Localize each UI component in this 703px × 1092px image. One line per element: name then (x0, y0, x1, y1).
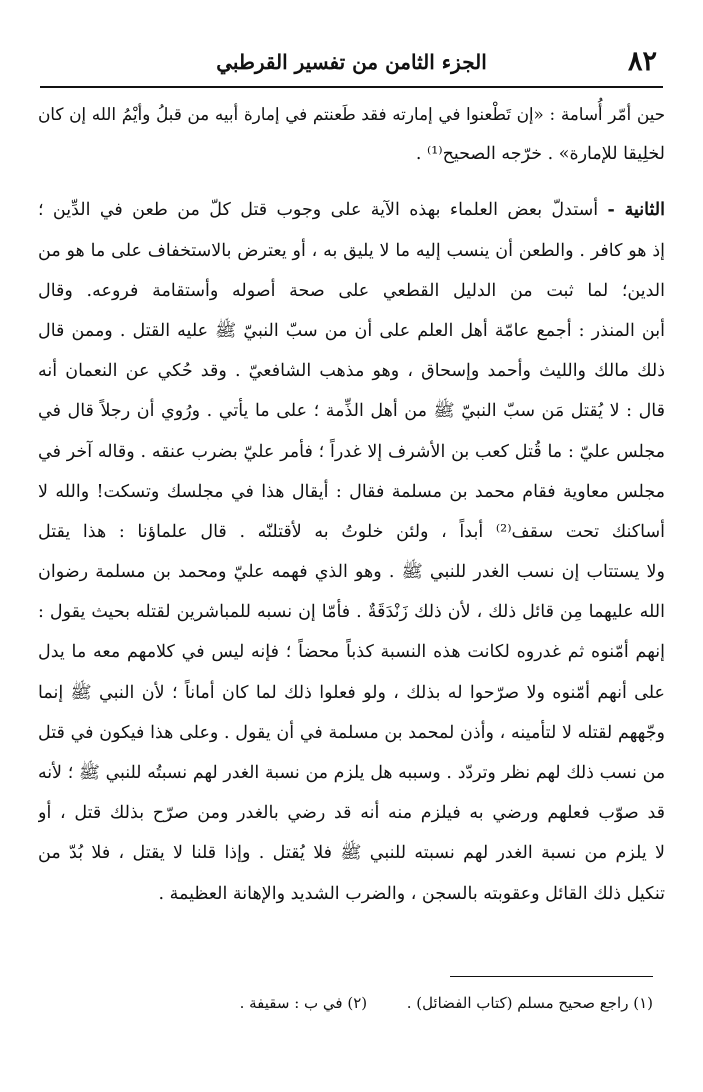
text-line: لا يلزم من نسبة الغدر لهم نسبته للنبي ﷺ فلا يُقتل . وإذا قلنا لا يقتل ، فلا بُدّ من (38, 843, 665, 864)
text-line (38, 190, 665, 230)
text-line: الدين؛ لما ثبت من الدليل القطعي على صحة أصوله وأستقامة فروعه. وقال (38, 280, 665, 301)
text-line: تنكيل ذلك القائل وعقوبته بالسجن ، والضرب الشديد والإهانة العظيمة . (158, 883, 665, 904)
text-line: مجلس معاوية فقام محمد بن مسلمة فقال : أيقال هذا في مجلسك وتسكت! والله لا (38, 481, 665, 502)
footnote-divider (450, 976, 653, 977)
main-text (38, 94, 665, 914)
text-line: ولا يستتاب إن نسب الغدر للنبي ﷺ . وهو الذي فهمه عليّ ومحمد بن مسلمة رضوان (38, 562, 665, 583)
footnote-1: (١) راجع صحيح مسلم (كتاب الفضائل) . (406, 994, 653, 1012)
page-number: ٨٢ (627, 46, 657, 77)
paragraph-gap (38, 174, 665, 190)
text-line: وجّههم لقتله لا لتأمينه ، وأذن لمحمد بن مسلمة في أن يقول . وعلى هذا فيكون في قتل (38, 722, 665, 743)
text-line: قد صوّب فعلهم ورضي به فيلزم منه أنه قد رضي بالغدر ومن صرّح بذلك قتل ، أو (38, 803, 665, 824)
text-line: الله عليهما مِن قائل ذلك ، لأن ذلك زَنْدَقَةٌ . فأمّا إن نسبه للمباشرين لقتله بحيث يقول : (38, 602, 665, 623)
text-line: أساكنك تحت سقف⁽²⁾ أبداً ، ولئن خلوتُ به لأقتلنّه . قال علماؤنا : هذا يقتل (38, 521, 665, 542)
running-title: الجزء الثامن من تفسير القرطبي (216, 50, 487, 74)
text-line: أبن المنذر : أجمع عامّة أهل العلم على أن من سبّ النبيّ ﷺ عليه القتل . وممن قال (38, 320, 665, 341)
text-line: ذلك مالك والليث وأحمد وإسحاق ، وهو مذهب الشافعيّ . وقد حُكي عن النعمان أنه (38, 361, 665, 382)
footnotes (240, 994, 653, 1012)
text-line: إنهم أمّنوه ثم غدروه لكانت هذه النسبة كذباً محضاً ؛ فإنه ليس في كلامهم معه ما يدل (38, 642, 665, 663)
text-line: من نسب ذلك لهم نظر وتردّد . وسببه هل يلزم من نسبة الغدر لهم نسبتُه للنبي ﷺ ؛ لأنه (38, 763, 665, 783)
text-line: مجلس عليّ : ما قُتل كعب بن الأشرف إلا غدراً ؛ فأمر عليّ بضرب عنقه . وقاله آخر في (38, 441, 665, 462)
text-span: أستدلّ بعض العلماء بهذه الآية على وجوب قتل كلّ من طعن في الدِّين ؛ (38, 200, 608, 221)
text-line: قال : لا يُقتل مَن سبّ النبيّ ﷺ من أهل الذِّمة ؛ على ما يأتي . ورُوي أن رجلاً قال في (38, 401, 665, 422)
footnote-2: (٢) في ب : سقيفة . (239, 994, 368, 1012)
section-heading: الثانية - (607, 200, 665, 221)
text-line: إذ هو كافر . والطعن أن ينسب إليه ما لا يليق به ، أو يعترض بالاستخفاف على ما هو من (38, 240, 665, 261)
text-line: حين أمّر أُسامة : «إن تَطْعنوا في إمارته فقد طَعنتم في إمارة أبيه من قبلُ وأيْمُ الله إن كان (38, 104, 665, 124)
page-header (40, 44, 663, 88)
text-line: على أنهم أمّنوه ولا صرّحوا له بذلك ، ولو فعلوا ذلك لما كان أماناً ؛ لأن النبي ﷺ إنما (38, 682, 665, 703)
text-line: لخلِيقا للإمارة» . خرّجه الصحيح⁽¹⁾ . (415, 144, 665, 165)
